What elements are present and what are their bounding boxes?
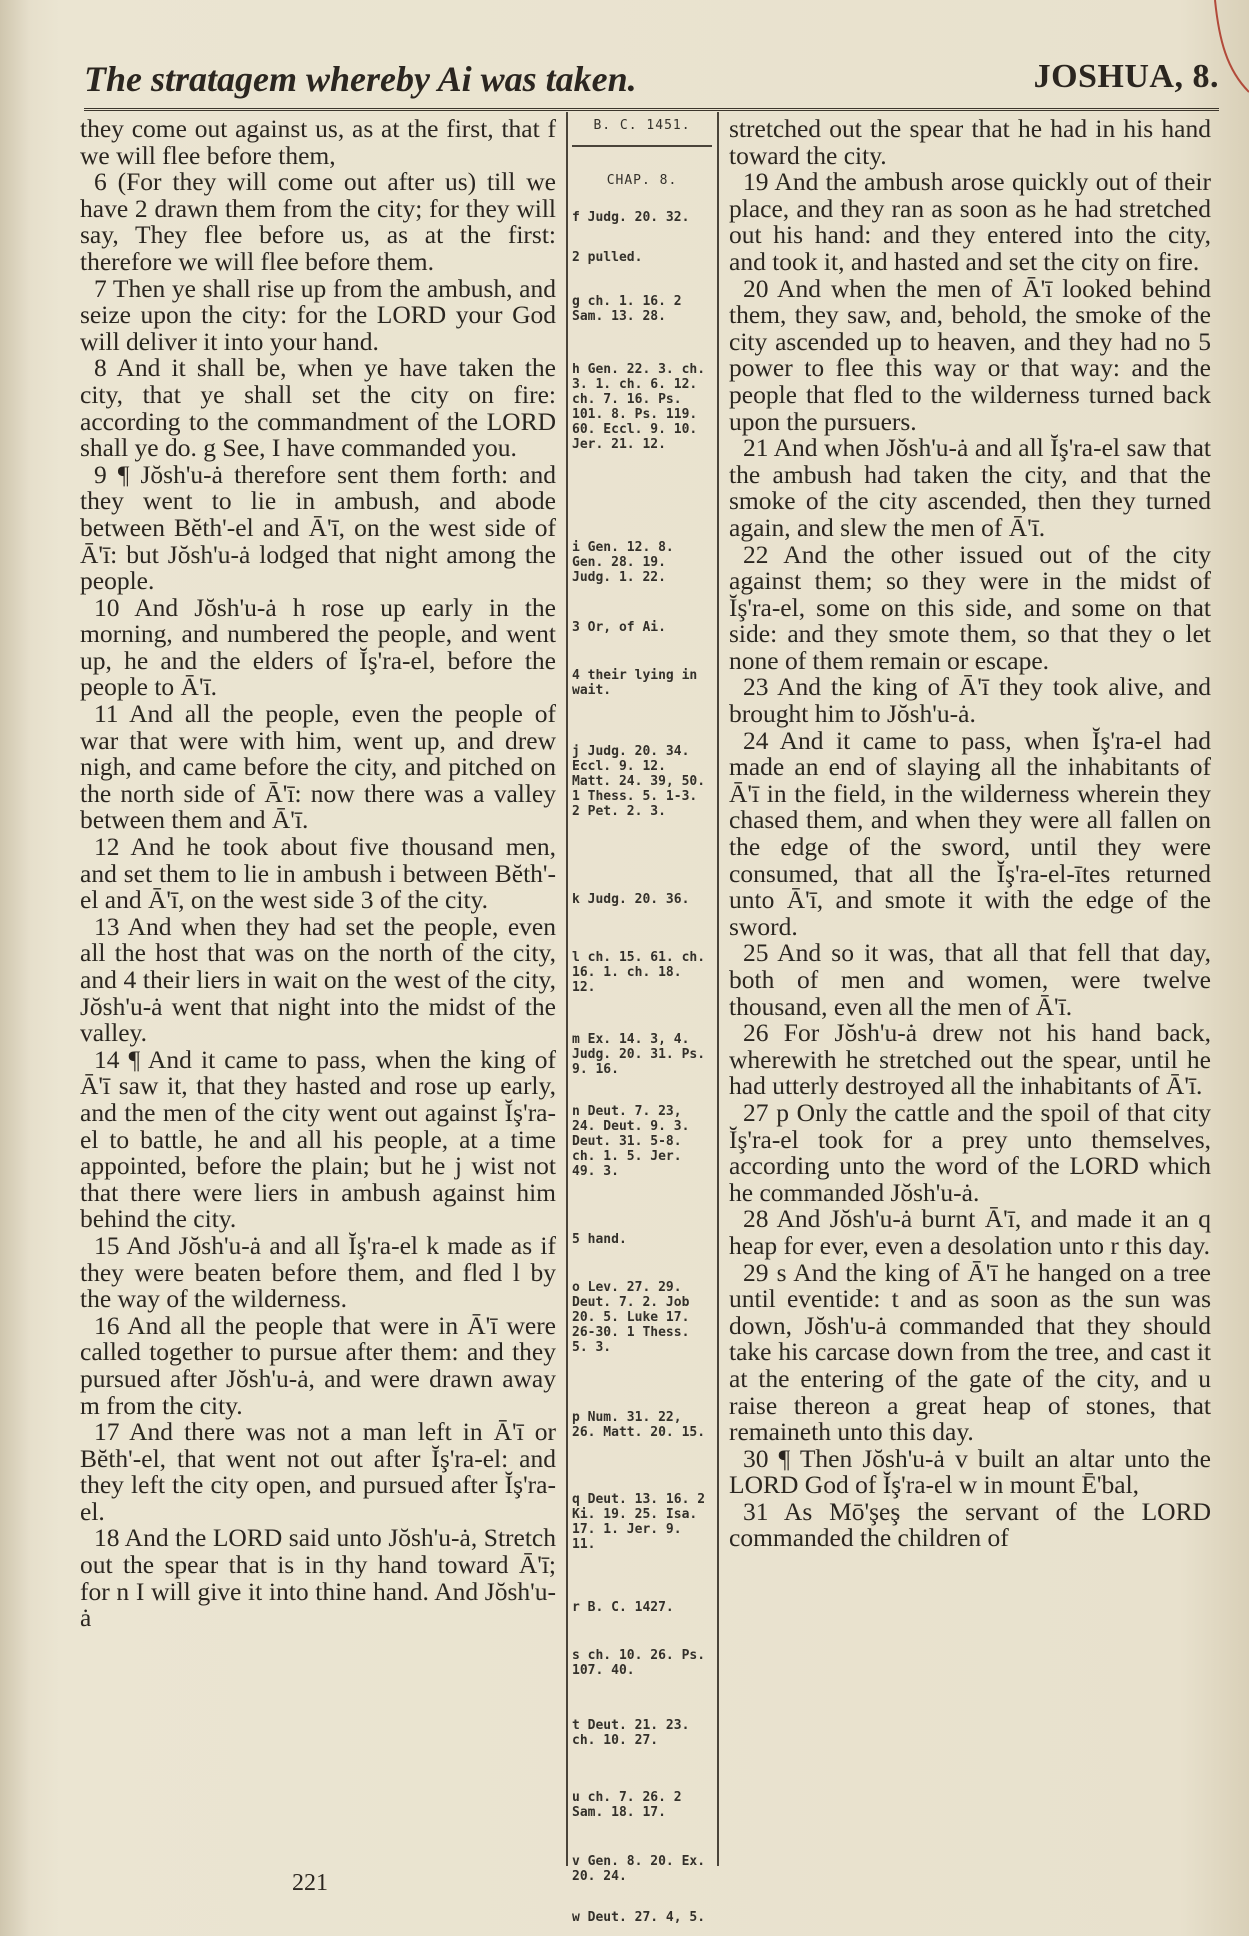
cross-reference: t Deut. 21. 23. ch. 10. 27. <box>572 1717 690 1748</box>
cross-reference: v Gen. 8. 20. Ex. 20. 24. <box>572 1853 706 1884</box>
cross-reference: k Judg. 20. 36. <box>572 891 690 907</box>
cross-reference: 5 hand. <box>572 1231 627 1247</box>
cross-reference: n Deut. 7. 23, 24. Deut. 9. 3. Deut. 31. 5-8. ch. 1. 5. Jer. 49. 3. <box>572 1103 690 1179</box>
page-title: The stratagem whereby Ai was taken. <box>84 59 637 99</box>
right-text-column <box>729 116 1211 1552</box>
verse: stretched out the spear that he had in his hand toward the city. <box>729 114 1211 170</box>
book-chapter: JOSHUA, 8. <box>1033 58 1219 95</box>
verse: 13 And when they had set the people, even all the host that was on the north of the city, and 4 their liers in wait on the west of the city, Jŏsh'u-ȧ went that night into the midst of the valley. <box>80 911 556 1048</box>
verse: 14 ¶ And it came to pass, when the king of Ā'ī saw it, that they hasted and rose up early, and the men of the city went out against Ĭş'ra-el to battle, he and all his people, at a time appointed, before the plain; but he j wist not that there were liers in ambush against him behind the city. <box>80 1044 556 1234</box>
verse: 24 And it came to pass, when Ĭş'ra-el had made an end of slaying all the inhabitants of Ā'ī in the field, in the wilderness wherein they chased them, and when they were all fallen on the edge of the sword, until they were consumed, that all the Ĭş'ra-el-ītes returned unto Ā'ī, and smote it with the edge of the sword. <box>729 725 1211 941</box>
column-divider-left <box>566 112 568 1866</box>
column-divider-right <box>717 112 719 1866</box>
verse: 20 And when the men of Ā'ī looked behind them, they saw, and, behold, the smoke of the city ascended up to heaven, and they had no 5 power to flee this way or that way: and the people that fled to the wilderness turned back upon the pursuers. <box>729 273 1211 436</box>
verse: 17 And there was not a man left in Ā'ī or Bĕth'-el, that went not out after Ĭş'ra-el: and they left the city open, and pursued after Ĭş'ra-el. <box>80 1417 556 1526</box>
verse: 16 And all the people that were in Ā'ī were called together to pursue after them: and they pursued after Jŏsh'u-ȧ, and were drawn away m from the city. <box>80 1310 556 1420</box>
cross-reference: q Deut. 13. 16. 2 Ki. 19. 25. Isa. 17. 1. Jer. 9. 11. <box>572 1491 706 1552</box>
verse: 30 ¶ Then Jŏsh'u-ȧ v built an altar unto the LORD God of Ĭş'ra-el w in mount Ē'bal, <box>729 1443 1211 1500</box>
cross-reference: f Judg. 20. 32. <box>572 209 690 225</box>
era-date: B. C. 1451. <box>593 118 691 133</box>
cross-reference: 4 their lying in wait. <box>572 667 698 698</box>
verse: 10 And Jŏsh'u-ȧ h rose up early in the morning, and numbered the people, and went up, he and the elders of Ĭş'ra-el, before the people to Ā'ī. <box>80 592 556 702</box>
verse: 23 And the king of Ā'ī they took alive, and brought him to Jŏsh'u-ȧ. <box>729 672 1211 729</box>
cross-reference: r B. C. 1427. <box>572 1599 674 1615</box>
cross-reference: p Num. 31. 22, 26. Matt. 20. 15. <box>572 1409 706 1440</box>
verse: 12 And he took about five thousand men, and set them to lie in ambush i between Bĕth'-el and Ā'ī, on the west side 3 of the city. <box>80 832 556 915</box>
margin-rule <box>572 145 712 147</box>
cross-reference: j Judg. 20. 34. Eccl. 9. 12. Matt. 24. 39, 50. 1 Thess. 5. 1-3. 2 Pet. 2. 3. <box>572 743 706 819</box>
cross-reference: 3 Or, of Ai. <box>572 619 666 635</box>
cross-reference: m Ex. 14. 3, 4. Judg. 20. 31. Ps. 9. 16. <box>572 1031 706 1077</box>
chapter-label: CHAP. 8. <box>606 172 678 188</box>
verse: 18 And the LORD said unto Jŏsh'u-ȧ, Stretch out the spear that is in thy hand toward Ā'ī; for n I will give it into thine hand. And Jŏsh'u-ȧ <box>80 1523 556 1633</box>
verse: 28 And Jŏsh'u-ȧ burnt Ā'ī, and made it an q heap for ever, even a desolation unto r this day. <box>729 1204 1211 1260</box>
cross-reference: o Lev. 27. 29. Deut. 7. 2. Job 20. 5. Luke 17. 26-30. 1 Thess. 5. 3. <box>572 1279 690 1355</box>
verse: 31 As Mō'şeş the servant of the LORD commanded the children of <box>729 1496 1211 1553</box>
verse: 9 ¶ Jŏsh'u-ȧ therefore sent them forth: and they went to lie in ambush, and abode between Bĕth'-el and Ā'ī, on the west side of Ā'ī: but Jŏsh'u-ȧ lodged that night among the people. <box>80 459 556 596</box>
verse: 15 And Jŏsh'u-ȧ and all Ĭş'ra-el k made as if they were beaten before them, and fled l by the way of the wilderness. <box>80 1230 556 1314</box>
verse: they come out against us, as at the first, that f we will flee before them, <box>80 114 556 170</box>
cross-reference: l ch. 15. 61. ch. 16. 1. ch. 18. 12. <box>572 949 706 995</box>
cross-reference: h Gen. 22. 3. ch. 3. 1. ch. 6. 12. ch. 7. 16. Ps. 101. 8. Ps. 119. 60. Eccl. 9. 10. Jer. 21. 12. <box>572 361 706 452</box>
verse: 11 And all the people, even the people of war that were with him, went up, and drew nigh, and came before the city, and pitched on the north side of Ā'ī: now there was a valley between them and Ā'ī. <box>80 699 556 835</box>
verse: 22 And the other issued out of the city against them; so they were in the midst of Ĭş'ra-el, some on this side, and some on that side: and they smote them, so that they o let none of them remain or escape. <box>729 539 1211 675</box>
verse: 25 And so it was, that all that fell that day, both of men and women, were twelve thousand, even all the men of Ā'ī. <box>729 938 1211 1021</box>
verse: 7 Then ye shall rise up from the ambush, and seize upon the city: for the LORD your God will deliver it into your hand. <box>80 273 556 356</box>
cross-reference: g ch. 1. 16. 2 Sam. 13. 28. <box>572 293 682 324</box>
verse: 19 And the ambush arose quickly out of their place, and they ran as soon as he had stretched out his hand: and they entered into the city, and took it, and hasted and set the city on fire. <box>729 167 1211 276</box>
verse: 27 p Only the cattle and the spoil of that city Ĭş'ra-el took for a prey unto themselves, according unto the word of the LORD which he commanded Jŏsh'u-ȧ. <box>729 1097 1211 1207</box>
verse: 26 For Jŏsh'u-ȧ drew not his hand back, wherewith he stretched out the spear, until he had utterly destroyed all the inhabitants of Ā'ī. <box>729 1018 1211 1101</box>
cross-reference: 2 pulled. <box>572 249 643 265</box>
cross-reference: w Deut. 27. 4, 5. <box>572 1909 706 1925</box>
page-number: 221 <box>292 1870 328 1896</box>
cross-reference: u ch. 7. 26. 2 Sam. 18. 17. <box>572 1789 682 1820</box>
cross-reference: s ch. 10. 26. Ps. 107. 40. <box>572 1647 706 1678</box>
verse: 6 (For they will come out after us) till we have 2 drawn them from the city; for they will say, They flee before us, as at the first: therefore we will flee before them. <box>80 167 556 276</box>
verse: 8 And it shall be, when ye have taken the city, that ye shall set the city on fire: according to the commandment of the LORD shall ye do. g See, I have commanded you. <box>80 353 556 463</box>
left-text-column <box>80 116 556 1632</box>
running-head <box>84 52 1219 111</box>
marginal-references <box>572 118 712 1925</box>
verse: 21 And when Jŏsh'u-ȧ and all Ĭş'ra-el saw that the ambush had taken the city, and that the smoke of the city ascended, then they turned again, and slew the men of Ā'ī. <box>729 433 1211 542</box>
verse: 29 s And the king of Ā'ī he hanged on a tree until eventide: t and as soon as the sun was down, Jŏsh'u-ȧ commanded that they should take his carcase down from the tree, and cast it at the entering of the gate of the city, and u raise thereon a great heap of stones, that remaineth unto this day. <box>729 1257 1211 1447</box>
cross-reference: i Gen. 12. 8. Gen. 28. 19. Judg. 1. 22. <box>572 539 674 585</box>
